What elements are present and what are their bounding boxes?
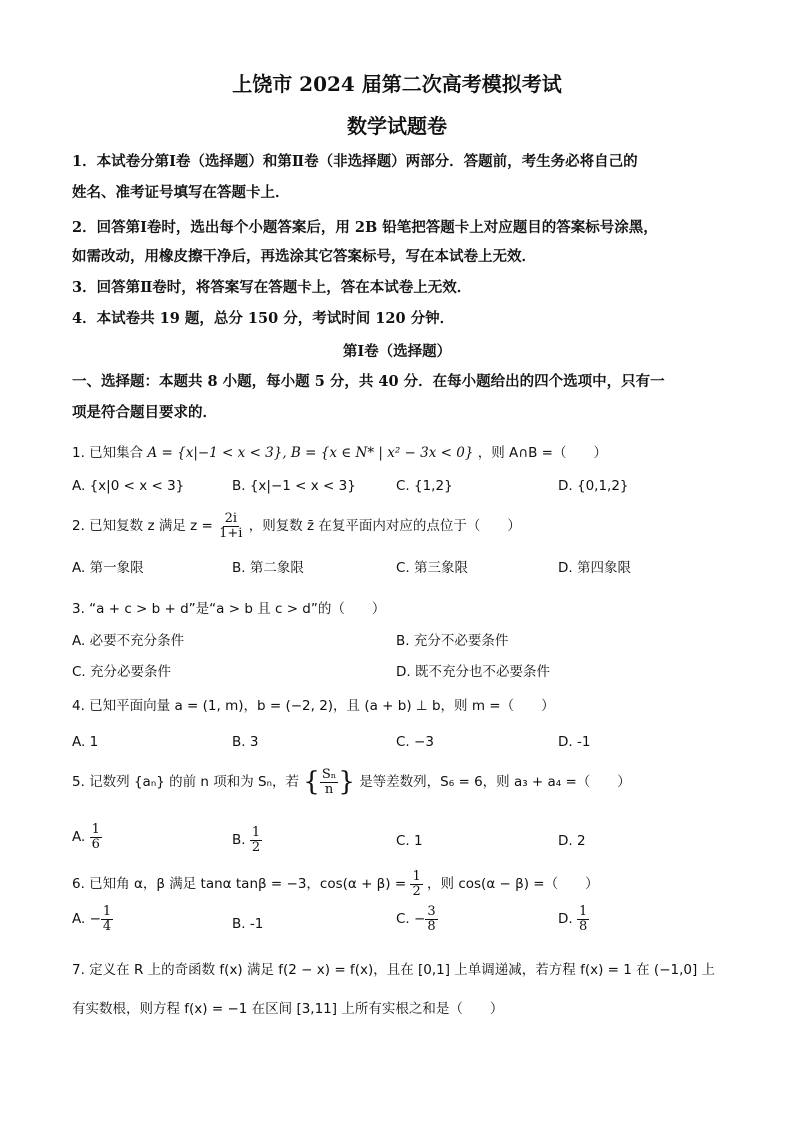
- option-a: A. 必要不充分条件: [72, 633, 185, 649]
- section-intro: 项是符合题目要求的．: [72, 404, 217, 421]
- fraction-numerator: 1: [102, 904, 112, 919]
- instruction-line: 2．回答第Ⅰ卷时，选出每个小题答案后，用 2B 铅笔把答题卡上对应题目的答案标号涂黑，: [72, 219, 658, 236]
- option-label: B.: [232, 832, 246, 849]
- fraction: [320, 768, 339, 796]
- fraction: [410, 870, 422, 898]
- question-math: A = {x|−1 < x < 3}, B = {x ∈ N* | x² − 3x < 0}: [147, 445, 474, 461]
- question-text: ，则 A∩B =（ ）: [477, 445, 607, 461]
- option-a: A. 第一象限: [72, 560, 144, 576]
- fraction: [250, 826, 262, 854]
- option-label: A.: [72, 829, 86, 846]
- option-d: D. {0,1,2}: [558, 478, 629, 494]
- question-3: 3. “a + c > b + d”是“a > b 且 c > d”的（ ）: [72, 601, 386, 617]
- option-a: [72, 905, 113, 933]
- question-7: 7. 定义在 R 上的奇函数 f(x) 满足 f(2 − x) = f(x)，且在 [0,1] 上单调递减，若方程 f(x) = 1 在 (−1,0] 上: [72, 962, 716, 978]
- question-text: 2. 已知复数 z 满足 z =: [72, 518, 213, 535]
- option-c: C. {1,2}: [396, 478, 453, 494]
- option-b: B. 充分不必要条件: [396, 633, 509, 649]
- fraction-numerator: 3: [427, 904, 436, 919]
- fraction-denominator: 2: [412, 883, 421, 899]
- fraction-denominator: 2: [251, 839, 261, 855]
- fraction-numerator: 1: [251, 825, 261, 840]
- option-c: C. 1: [396, 833, 423, 849]
- option-c: C. −3: [396, 734, 434, 750]
- option-b: B. 第二象限: [232, 560, 304, 576]
- question-text: 1. 已知集合: [72, 445, 144, 461]
- fraction-denominator: 8: [427, 918, 436, 934]
- instruction-line: 4．本试卷共 19 题，总分 150 分，考试时间 120 分钟．: [72, 310, 455, 327]
- fraction-denominator: 8: [578, 918, 588, 934]
- exam-subtitle: 数学试题卷: [347, 114, 447, 138]
- fraction: [101, 905, 113, 933]
- fraction-denominator: 6: [91, 836, 100, 852]
- fraction-numerator: 2i: [224, 511, 237, 526]
- exam-title: 上饶市 2024 届第二次高考模拟考试: [232, 72, 562, 96]
- question-text: 5. 记数列 {aₙ} 的前 n 项和为 Sₙ，若: [72, 774, 299, 790]
- fraction: [425, 905, 437, 933]
- option-c: [396, 905, 438, 933]
- instruction-line: 姓名、准考证号填写在答题卡上．: [72, 184, 290, 201]
- option-a: A. 1: [72, 734, 99, 750]
- option-d: D. -1: [558, 734, 591, 750]
- question-text: ，则复数 z̄ 在复平面内对应的点位于（ ）: [248, 518, 521, 535]
- question-5: [72, 767, 631, 797]
- question-2: [72, 512, 521, 540]
- option-c: C. 第三象限: [396, 560, 469, 576]
- question-1: [72, 441, 607, 461]
- option-d: D. 2: [558, 833, 586, 849]
- fraction-denominator: 4: [102, 918, 112, 934]
- question-text: 是等差数列，S₆ = 6，则 a₃ + a₄ =（ ）: [359, 774, 631, 790]
- fraction-denominator: 1+i: [219, 525, 243, 541]
- fraction: [217, 512, 244, 540]
- fraction: [90, 823, 102, 851]
- section-intro: 一、选择题：本题共 8 小题，每小题 5 分，共 40 分．在每小题给出的四个选项中，只有一: [72, 373, 665, 390]
- fraction: [577, 905, 589, 933]
- question-7-continued: 有实数根，则方程 f(x) = −1 在区间 [3,11] 上所有实根之和是（ ）: [72, 1001, 504, 1017]
- option-d: D. 既不充分也不必要条件: [396, 664, 550, 680]
- instruction-line: 3．回答第Ⅱ卷时，将答案写在答题卡上，答在本试卷上无效．: [72, 279, 472, 296]
- fraction-numerator: 1: [91, 822, 100, 837]
- question-6: [72, 870, 599, 898]
- question-4: 4. 已知平面向量 a = (1, m)，b = (−2, 2)，且 (a + b) ⊥ b，则 m =（ ）: [72, 698, 555, 714]
- option-d: D. 第四象限: [558, 560, 631, 576]
- fraction-numerator: 1: [578, 904, 588, 919]
- option-b: [232, 826, 262, 854]
- option-a: A. {x|0 < x < 3}: [72, 478, 185, 494]
- option-a: [72, 823, 102, 851]
- fraction-numerator: Sₙ: [321, 766, 337, 782]
- option-b: B. {x|−1 < x < 3}: [232, 478, 356, 494]
- right-brace: }: [338, 767, 355, 797]
- option-label: A. −: [72, 911, 101, 928]
- question-text: 6. 已知角 α，β 满足 tanα tanβ = −3，cos(α + β) =: [72, 876, 407, 893]
- instruction-line: 如需改动，用橡皮擦干净后，再选涂其它答案标号，写在本试卷上无效．: [72, 248, 536, 265]
- option-b: B. 3: [232, 734, 259, 750]
- instruction-line: 1．本试卷分第Ⅰ卷（选择题）和第Ⅱ卷（非选择题）两部分．答题前，考生务必将自己的: [72, 153, 638, 170]
- section-heading: 第Ⅰ卷（选择题）: [342, 343, 452, 360]
- fraction-numerator: 1: [412, 869, 421, 884]
- option-label: D.: [558, 911, 573, 928]
- option-b: B. -1: [232, 916, 264, 932]
- question-text: ，则 cos(α − β) =（ ）: [427, 876, 599, 893]
- option-d: [558, 905, 589, 933]
- left-brace: {: [303, 767, 320, 797]
- fraction-denominator: n: [324, 781, 334, 797]
- option-c: C. 充分必要条件: [72, 664, 172, 680]
- option-label: C. −: [396, 911, 426, 928]
